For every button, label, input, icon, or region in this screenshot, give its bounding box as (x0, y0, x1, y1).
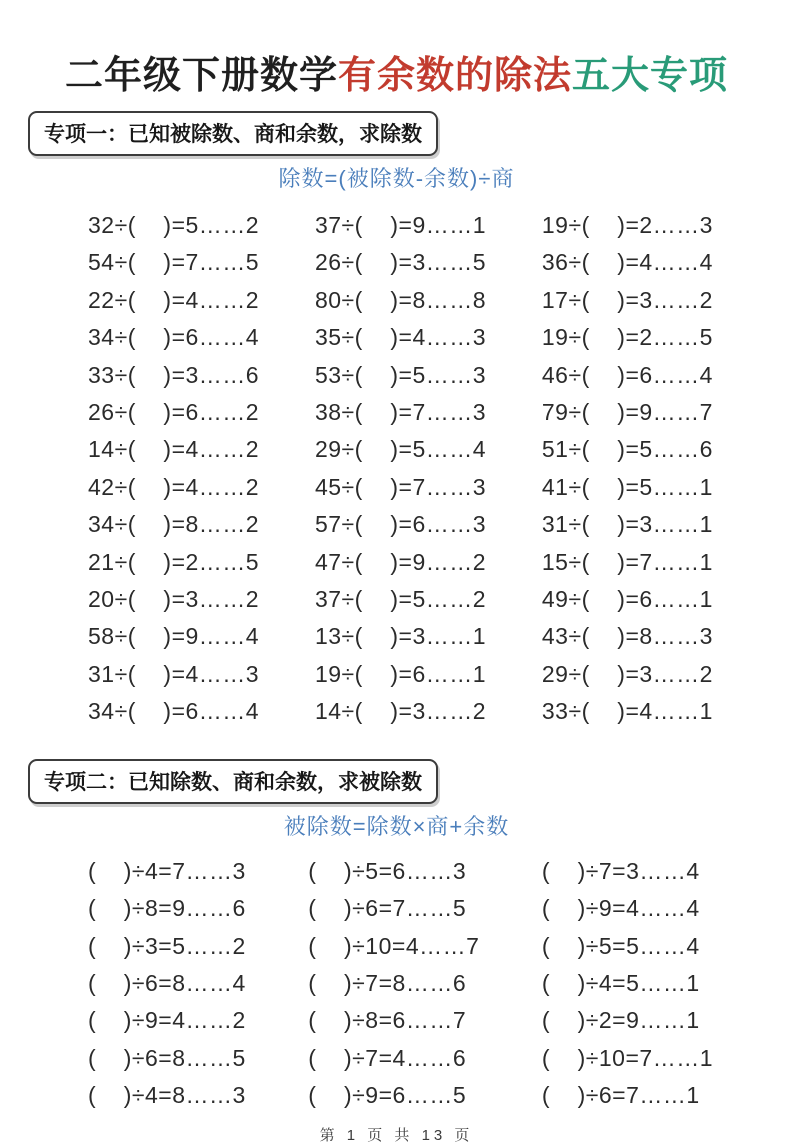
section2-heading-text: 专项二：已知除数、商和余数，求被除数 (44, 770, 422, 794)
division-problem: ( )÷9=4……4 (541, 895, 700, 922)
division-problem: 37÷( )=5……2 (314, 586, 487, 613)
division-problem: ( )÷10=4……7 (308, 932, 480, 959)
division-problem: 42÷( )=4……2 (88, 473, 260, 500)
division-problem: 31÷( )=3……1 (541, 511, 713, 538)
section2-problems (88, 853, 713, 1115)
division-problem: 34÷( )=6……4 (88, 324, 260, 351)
division-problem: 38÷( )=7……3 (314, 399, 487, 426)
division-problem: 31÷( )=4……3 (88, 660, 260, 687)
division-problem: 36÷( )=4……4 (541, 249, 713, 276)
division-problem: 47÷( )=9……2 (314, 548, 487, 575)
division-problem: 21÷( )=2……5 (88, 548, 260, 575)
division-problem: ( )÷4=5……1 (541, 969, 700, 996)
division-problem: ( )÷4=7……3 (88, 857, 246, 884)
division-problem: ( )÷7=8……6 (308, 969, 467, 996)
division-problem: 32÷( )=5……2 (88, 212, 260, 238)
division-problem: 19÷( )=2……3 (541, 212, 713, 238)
division-problem: 46÷( )=6……4 (541, 361, 713, 388)
division-problem: ( )÷6=7……1 (541, 1082, 700, 1109)
division-problem: ( )÷8=9……6 (88, 895, 246, 922)
division-problem: 26÷( )=3……5 (314, 249, 487, 276)
division-problem: ( )÷10=7……1 (541, 1044, 713, 1071)
division-problem: 45÷( )=7……3 (314, 473, 487, 500)
division-problem: ( )÷4=8……3 (88, 1082, 246, 1109)
division-problem: 29÷( )=5……4 (314, 436, 487, 463)
division-problem: 41÷( )=5……1 (541, 473, 713, 500)
division-problem: ( )÷6=8……5 (88, 1044, 246, 1071)
title-grade-subject: 二年级下册数学 (64, 55, 338, 97)
division-problem: 33÷( )=3……6 (88, 361, 260, 388)
division-problem: ( )÷9=6……5 (308, 1082, 467, 1109)
division-problem: 49÷( )=6……1 (541, 586, 713, 613)
division-problem: 53÷( )=5……3 (314, 361, 487, 388)
division-problem: 20÷( )=3……2 (88, 586, 260, 613)
title-suffix: 五大专项 (572, 55, 729, 97)
division-problem: 15÷( )=7……1 (541, 548, 713, 575)
division-problem: 26÷( )=6……2 (88, 399, 260, 426)
division-problem: 29÷( )=3……2 (541, 660, 713, 687)
division-problem: 58÷( )=9……4 (88, 623, 260, 650)
division-problem: 57÷( )=6……3 (314, 511, 487, 538)
division-problem: 19÷( )=6……1 (314, 660, 487, 687)
section1-heading (28, 111, 438, 156)
division-problem: ( )÷3=5……2 (88, 932, 246, 959)
division-problem: ( )÷9=4……2 (88, 1007, 246, 1034)
division-problem: 17÷( )=3……2 (541, 286, 713, 313)
division-problem: 79÷( )=9……7 (541, 399, 713, 426)
section1-problems (88, 207, 713, 731)
section2-heading (28, 759, 438, 804)
division-problem: 80÷( )=8……8 (314, 286, 487, 313)
division-problem: 13÷( )=3……1 (314, 623, 487, 650)
division-problem: 33÷( )=4……1 (541, 698, 713, 725)
division-problem: 35÷( )=4……3 (314, 324, 487, 351)
division-problem: 19÷( )=2……5 (541, 324, 713, 351)
division-problem: 51÷( )=5……6 (541, 436, 713, 463)
division-problem: ( )÷6=8……4 (88, 969, 246, 996)
division-problem: ( )÷6=7……5 (308, 895, 467, 922)
division-problem: ( )÷7=3……4 (541, 857, 700, 884)
section1-heading-text: 专项一：已知被除数、商和余数，求除数 (44, 123, 422, 146)
section1-formula: 除数=(被除数-余数)÷商 (278, 166, 515, 191)
division-problem: ( )÷2=9……1 (541, 1007, 700, 1034)
section2-formula: 被除数=除数×商+余数 (283, 813, 510, 839)
division-problem: 34÷( )=6……4 (88, 698, 260, 725)
division-problem: ( )÷5=6……3 (308, 857, 467, 884)
division-problem: ( )÷5=5……4 (541, 932, 700, 959)
division-problem: 14÷( )=3……2 (314, 698, 487, 725)
division-problem: 37÷( )=9……1 (314, 212, 487, 238)
page-number: 第 1 页 共 13 页 (319, 1126, 474, 1144)
division-problem: 34÷( )=8……2 (88, 511, 260, 538)
division-problem: 14÷( )=4……2 (88, 436, 260, 463)
title-topic: 有余数的除法 (337, 55, 572, 97)
division-problem: 43÷( )=8……3 (541, 623, 713, 650)
division-problem: ( )÷8=6……7 (308, 1007, 467, 1034)
division-problem: ( )÷7=4……6 (308, 1044, 467, 1071)
page-title (0, 0, 793, 99)
division-problem: 22÷( )=4……2 (88, 286, 260, 313)
division-problem: 54÷( )=7……5 (88, 249, 260, 276)
